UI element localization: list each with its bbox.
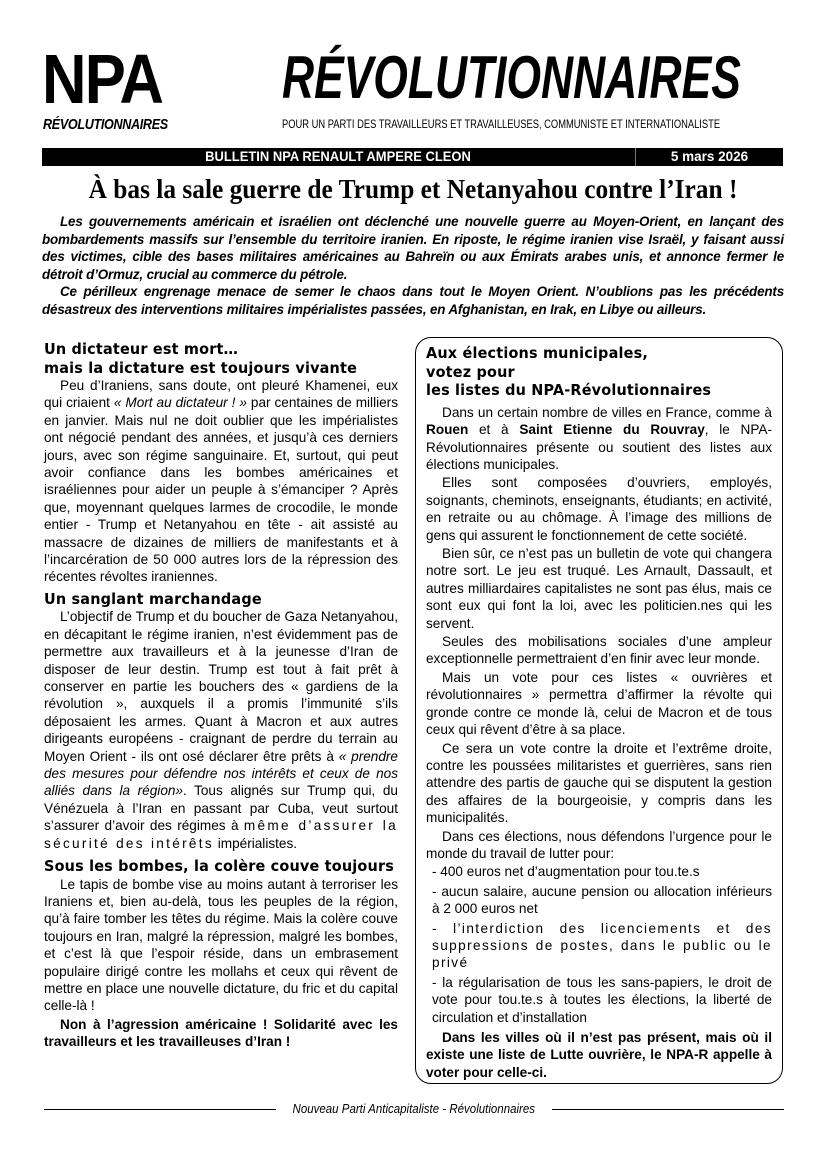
section-title: Sous les bombes, la colère couve toujours	[44, 857, 395, 876]
box-paragraph: Bien sûr, ce n’est pas un bulletin de vote qui changera notre sort. Le jeu est truqué. Les Arnault, Dassault, et autres milliardaires capitalistes ne sont pas élus, mais ce sont eux qui font la loi, avec les politicien.nes qui les servent.	[426, 546, 772, 631]
box-paragraph	[426, 404, 772, 474]
article-paragraph	[44, 377, 398, 586]
box-paragraph: Dans ces élections, nous défendons l’urgence pour le monde du travail de lutter pour:	[426, 828, 772, 861]
text-run: Dans un certain nombre de villes en France, comme à	[442, 404, 772, 420]
box-paragraph: Mais un vote pour ces listes « ouvrières et révolutionnaires » permettra d’affirmer la révolte qui gronde contre ce monde là, celui de Macron et de tous ceux qui rêvent d’être à sa place.	[426, 669, 772, 738]
elections-box	[415, 337, 783, 1084]
intro-paragraph: Ce périlleux engrenage menace de semer le chaos dans tout le Moyen Orient. N’oublions pas les précédents désastreux des interventions militaires impérialistes passées, en Afghanistan, en Irak, en Libye ou ailleurs.	[42, 284, 784, 317]
intro-paragraph: Les gouvernements américain et israélien ont déclenché une nouvelle guerre au Moyen-Orient, en lançant des bombardements massifs sur l’ensemble du territoire iranien. En riposte, le régime iranien vise Israël, y faisant aussi des victimes, cible des bases militaires américaines au Bahreïn ou aux Émirats arabes unis, et annonce fermer le détroit d’Ormuz, crucial au commerce du pétrole.	[42, 214, 784, 282]
quote: « prendre des mesures pour défendre nos intérêts et ceux de nos alliés dans la région»	[44, 748, 398, 799]
article-paragraph: Le tapis de bombe vise au moins autant à terroriser les Iraniens et, bien au-delà, tous les peuples de la région, qu’à faire tomber les têtes du régime. Mais la colère couve toujours en Iran, malgré la répression, malgré les bombes, et c’est là que l’espoir réside, dans un embrasement populaire dirigé contre les mollahs et ceux qui rêvent de mettre en place une nouvelle dictature, du fric et du capital celle-là !	[44, 876, 398, 1014]
bulletin-date: 5 mars 2026	[670, 149, 749, 164]
page-headline: À bas la sale guerre de Trump et Netanyahou contre l’Iran !	[88, 174, 738, 204]
section-title: Un dictateur est mort…	[44, 340, 239, 358]
intro-section	[42, 213, 784, 319]
text-run: , le NPA-Révolutionnaires présente ou soutient des listes aux élections municipales.	[426, 422, 772, 472]
demand-item: - aucun salaire, aucune pension ou allocation inférieurs à 2 000 euros net	[432, 883, 772, 917]
city-name: Saint Etienne du Rouvray	[519, 422, 705, 438]
demand-item: - l’interdiction des licenciements et des suppressions de postes, dans le public ou le privé	[432, 920, 772, 971]
box-title-line: Aux élections municipales,	[426, 344, 649, 362]
section-title: Un sanglant marchandage	[44, 589, 262, 608]
box-paragraph: Seules des mobilisations sociales d’une ampleur exceptionnelle permettraient d’en finir avec leur monde.	[426, 634, 772, 667]
text-run: et à	[468, 422, 520, 438]
text-run: L’objectif de Trump et du boucher de Gaza Netanyahou, en décapitant le régime iranien, n’est évidemment pas de permettre aux travailleurs et à la jeunesse d’Iran de disposer de leur destin. Trump est tout à fait prêt à conserver en partie les bouchers des « gardiens de la révolution », auxquels il a promis l’immunité s’ils déposaient les armes. Quant à Macron et aux autres dirigeants européens - craignant de perdre du terrain au Moyen Orient - ils ont osé déclarer être prêts à	[44, 609, 398, 764]
section-title: mais la dictature est toujours vivante	[44, 358, 358, 377]
box-paragraph: Ce sera un vote contre la droite et l’extrême droite, contre les poussées militaristes et guerrières, sans rien attendre des partis de gauche qui se disputent la gestion des affaires de la bourgeoisie, y compris dans les municipalités.	[426, 740, 772, 826]
city-name: Rouen	[426, 422, 469, 438]
demand-item: - la régularisation de tous les sans-papiers, le droit de vote pour tou.te.s à toutes les élections, la liberté de circulation et d’installation	[432, 974, 772, 1025]
article-section-bargain	[44, 590, 398, 852]
box-paragraph: Elles sont composées d’ouvriers, employés, soignants, cheminots, enseignants, étudiants; en activité, en retraite ou au chômage. À l’image des millions de gens qui assurent le fonctionnement de cette société.	[426, 475, 772, 543]
masthead-tagline: POUR UN PARTI DES TRAVAILLEURS ET TRAVAILLEUSES, COMMUNISTE ET INTERNATIONALISTE	[282, 117, 721, 131]
text-run: Peu d’Iraniens, sans doute, ont pleuré Khamenei, eux qui criaient	[44, 378, 398, 411]
footer-rule-right	[552, 1109, 784, 1110]
box-title-line: les listes du NPA-Révolutionnaires	[426, 381, 712, 400]
demand-item: - 400 euros net d’augmentation pour tou.te.s	[432, 864, 700, 880]
bulletin-name: BULLETIN NPA RENAULT AMPERE CLEON	[205, 149, 471, 164]
box-title	[426, 344, 748, 400]
article-paragraph	[44, 608, 398, 852]
text-run: par centaines de milliers en janvier. Mais nul ne doit oublier que les impérialistes ont négocié pendant des années, et jusqu’à ces derniers jours, avec son régime sanguinaire. Et, surtout, qui peut avoir confiance dans les bombes américaines et israéliennes pour aider un peuple à s’émanciper ? Après que, moyennant quelques larmes de crocodile, le monde entier - Trump et Netanyahou en tête - ait assisté au massacre de dizaines de milliers de manifestants et à l’incarcération de 50 000 autres lors de la répression des récentes révoltes iraniennes.	[44, 395, 398, 585]
left-column	[44, 340, 398, 1051]
text-run: même d’assurer la sécurité des intérêts	[44, 818, 398, 851]
page-footer	[44, 1100, 784, 1118]
footer-rule-left	[44, 1109, 276, 1110]
closing-slogan: Non à l’agression américaine ! Solidarité avec les travailleurs et les travailleuses d’Iran !	[44, 1016, 398, 1050]
article-section-dictator	[44, 340, 398, 586]
voting-instruction: Dans les villes où il n’est pas présent, mais où il existe une liste de Lutte ouvrière, le NPA-R appelle à voter pour celle-ci.	[426, 1030, 772, 1080]
footer-text: Nouveau Parti Anticapitaliste - Révolutionnaires	[292, 1102, 536, 1116]
npa-logo: NPA	[42, 40, 163, 118]
box-title-line: votez pour	[426, 362, 515, 381]
article-section-anger	[44, 857, 398, 1051]
masthead-title: RÉVOLUTIONNAIRES	[282, 44, 741, 111]
bulletin-bar	[42, 148, 783, 166]
text-run: . Tous alignés sur Trump qui, du Vénézuela à l’Iran en passant par Cuba, veut surtout s’assurer d’avoir des régimes à	[44, 783, 398, 834]
quote: « Mort au dictateur ! »	[113, 395, 247, 411]
text-run: impérialistes.	[213, 835, 298, 851]
npa-logo-subtitle: RÉVOLUTIONNAIRES	[43, 116, 168, 133]
